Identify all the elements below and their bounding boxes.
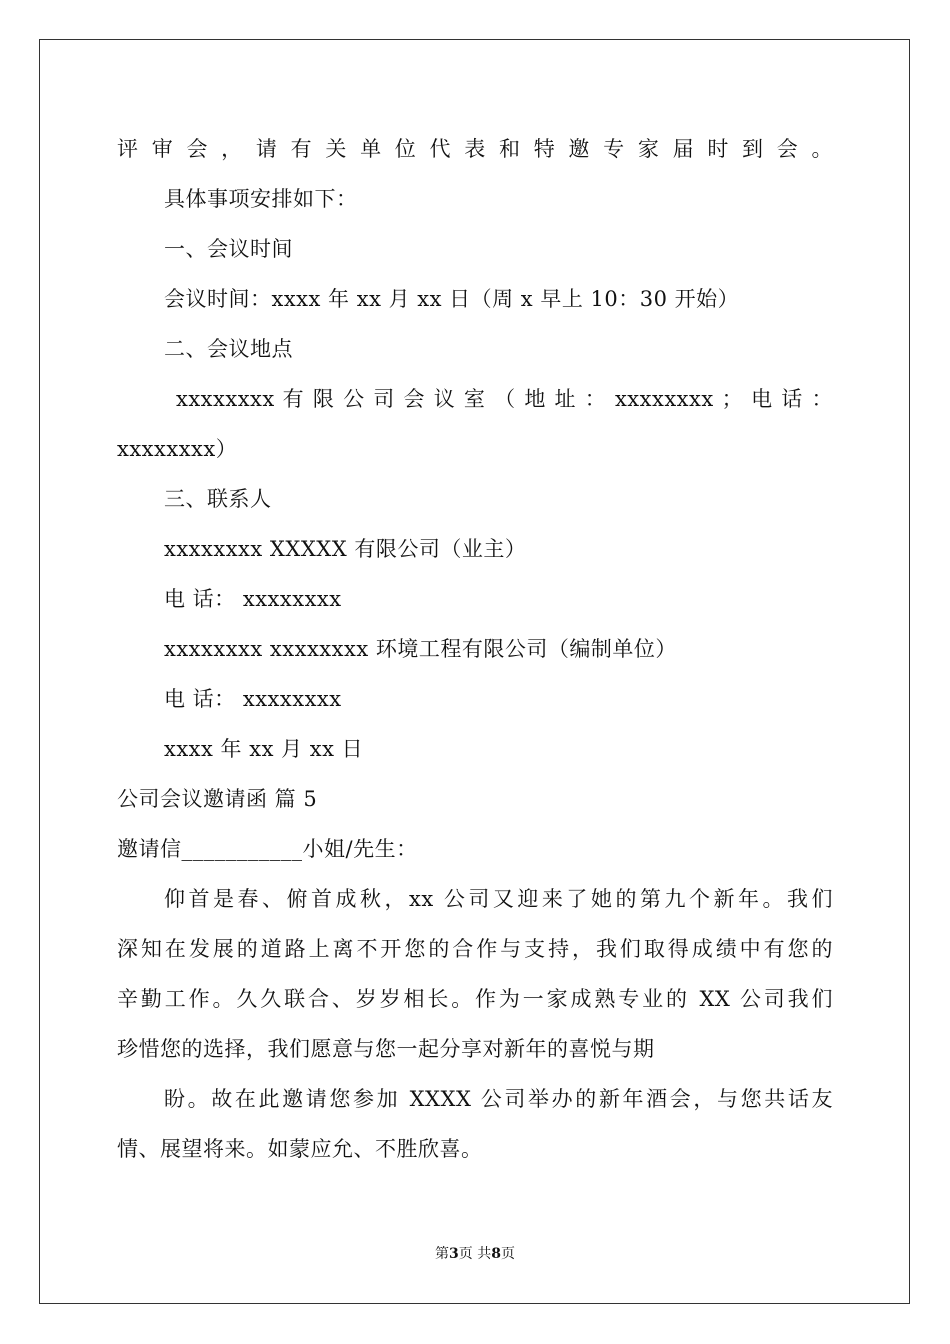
section-title: 公司会议邀请函 篇 5	[117, 787, 318, 811]
body-line-3: 辛勤工作。久久联合、岁岁相长。作为一家成熟专业的 XX 公司我们	[117, 987, 833, 1011]
contact-owner-line: xxxxxxxx XXXXX 有限公司（业主）	[164, 537, 527, 561]
section-heading-time: 一、会议时间	[164, 237, 293, 261]
date-line: xxxx 年 xx 月 xx 日	[164, 737, 364, 761]
contact-editor-line: xxxxxxxx xxxxxxxx 环境工程有限公司（编制单位）	[164, 637, 677, 661]
meeting-location-line: xxxxxxxx 有 限 公 司 会 议 室 （ 地 址 ： xxxxxxxx ； 电 话 ：	[176, 387, 833, 411]
footer-total-pages: 8	[491, 1246, 501, 1262]
footer-current-page: 3	[449, 1246, 459, 1262]
body-line-2: 深知在发展的道路上离不开您的合作与支持，我们取得成绩中有您的	[117, 937, 833, 961]
salutation-line: 邀请信___________小姐/先生：	[117, 837, 418, 861]
section-heading-contact: 三、联系人	[164, 487, 272, 511]
footer-prefix: 第	[435, 1246, 450, 1262]
page-number-footer	[0, 1244, 950, 1264]
contact-editor-phone: 电 话： xxxxxxxx	[164, 687, 342, 711]
body-line-5: 盼。故在此邀请您参加 XXXX 公司举办的新年酒会，与您共话友	[164, 1087, 833, 1111]
contact-owner-phone: 电 话： xxxxxxxx	[164, 587, 342, 611]
body-line-4: 珍惜您的选择，我们愿意与您一起分享对新年的喜悦与期	[117, 1037, 655, 1061]
page-border	[39, 39, 910, 1304]
meeting-location-line-2: xxxxxxxx）	[117, 437, 238, 461]
body-line-6: 情、展望将来。如蒙应允、不胜欣喜。	[117, 1137, 483, 1161]
section-heading-location: 二、会议地点	[164, 337, 293, 361]
footer-suffix: 页	[500, 1246, 515, 1262]
meeting-time-line: 会议时间：xxxx 年 xx 月 xx 日（周 x 早上 10：30 开始）	[164, 287, 740, 311]
text-line-1: 评审会，请有关单位代表和特邀专家届时到会。	[117, 137, 833, 161]
footer-mid: 页 共	[458, 1246, 492, 1262]
body-line-1: 仰首是春、俯首成秋，xx 公司又迎来了她的第九个新年。我们	[164, 887, 833, 911]
text-line-2: 具体事项安排如下：	[164, 187, 358, 211]
